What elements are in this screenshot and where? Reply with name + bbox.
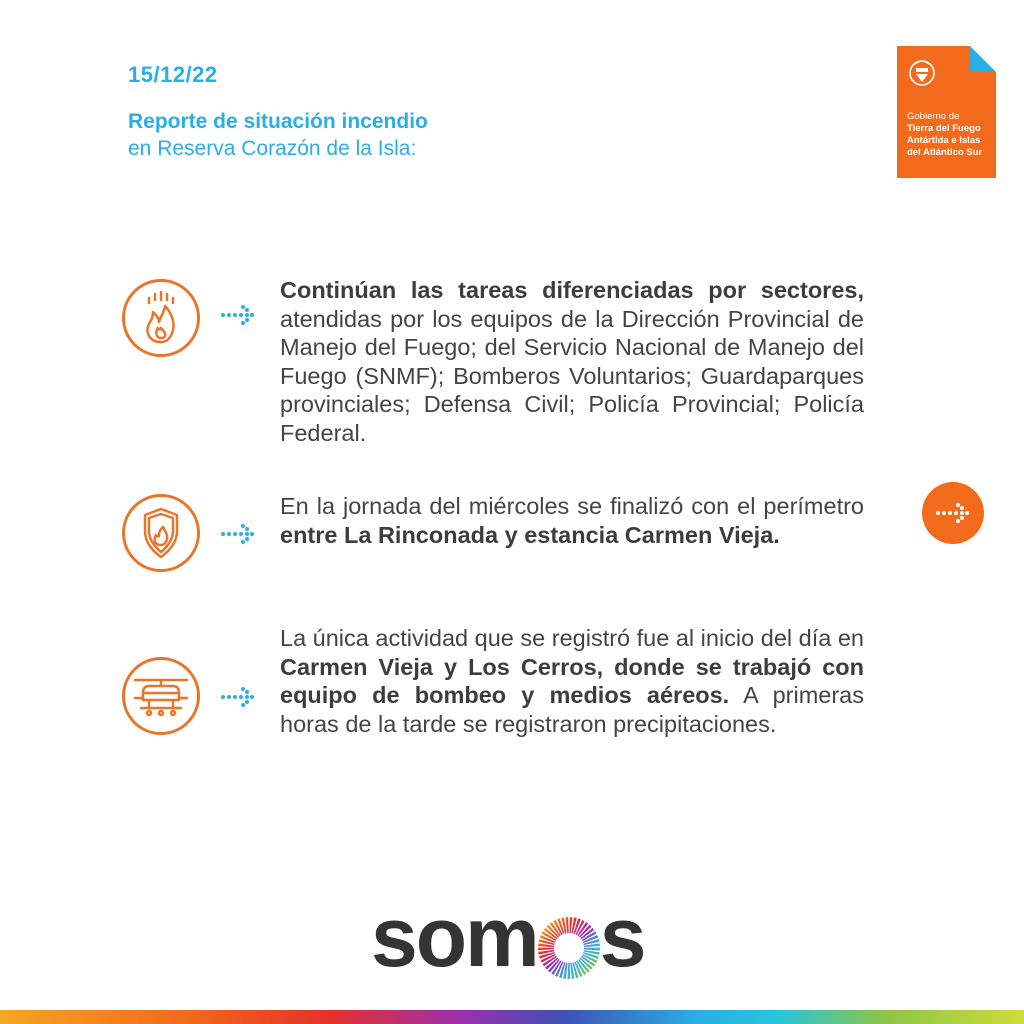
- dotted-arrow-icon: [220, 685, 256, 709]
- badge-line-3: Antártida e Islas: [907, 135, 981, 146]
- dotted-arrow-icon: [935, 501, 971, 525]
- report-title: Reporte de situación incendio: [128, 110, 428, 133]
- situation-paragraph-1: [280, 276, 864, 447]
- paragraph-3-text-2: A primeras horas de la tarde se registraron precipitaciones.: [280, 682, 865, 737]
- situation-paragraph-2: [280, 492, 864, 549]
- paragraph-2-text: En la jornada del miércoles se finalizó con el perímetro: [280, 493, 864, 519]
- dotted-arrow-icon: [220, 303, 256, 327]
- government-logo-badge: [897, 46, 996, 178]
- logo-text-left: som: [371, 890, 538, 984]
- provincial-shield-icon: [906, 56, 938, 88]
- dotted-arrow-icon: [220, 522, 256, 546]
- paragraph-3-text: La única actividad que se registró fue al inicio del día en: [280, 625, 864, 651]
- situation-paragraph-3: [280, 624, 864, 738]
- paragraph-1-bold: Continúan las tareas diferenciadas por sectores,: [280, 277, 864, 303]
- rainbow-footer-strip: [0, 1010, 1024, 1024]
- next-arrow-button[interactable]: [922, 482, 984, 544]
- color-ring-o-icon: [538, 892, 600, 982]
- page-fold-corner: [970, 46, 996, 72]
- badge-line-2: Tierra del Fuego: [907, 123, 981, 134]
- report-subtitle: en Reserva Corazón de la Isla:: [128, 137, 417, 160]
- paragraph-1-text: atendidas por los equipos de la Dirección Provincial de Manejo del Fuego; del Servicio Nacional de Manejo del Fuego (SNMF); Bomberos Voluntarios; Guardaparques provinciales; Defensa Civil; Policía Provincial; Policía Federal.: [280, 305, 864, 446]
- helicopter-icon: [122, 657, 200, 735]
- paragraph-3-bold: Carmen Vieja y Los Cerros, donde se trabajó con equipo de bombeo y medios aéreos.: [280, 653, 864, 708]
- logo-text-right: s: [599, 890, 645, 984]
- fire-shield-icon: [122, 494, 200, 572]
- report-date: 15/12/22: [128, 62, 218, 87]
- badge-line-4: del Atlántico Sur: [907, 147, 983, 158]
- somos-logo: [371, 892, 644, 982]
- paragraph-2-bold: entre La Rinconada y estancia Carmen Vieja.: [280, 521, 780, 548]
- fire-icon: [122, 279, 200, 357]
- badge-line-1: Gobierno de: [907, 111, 960, 122]
